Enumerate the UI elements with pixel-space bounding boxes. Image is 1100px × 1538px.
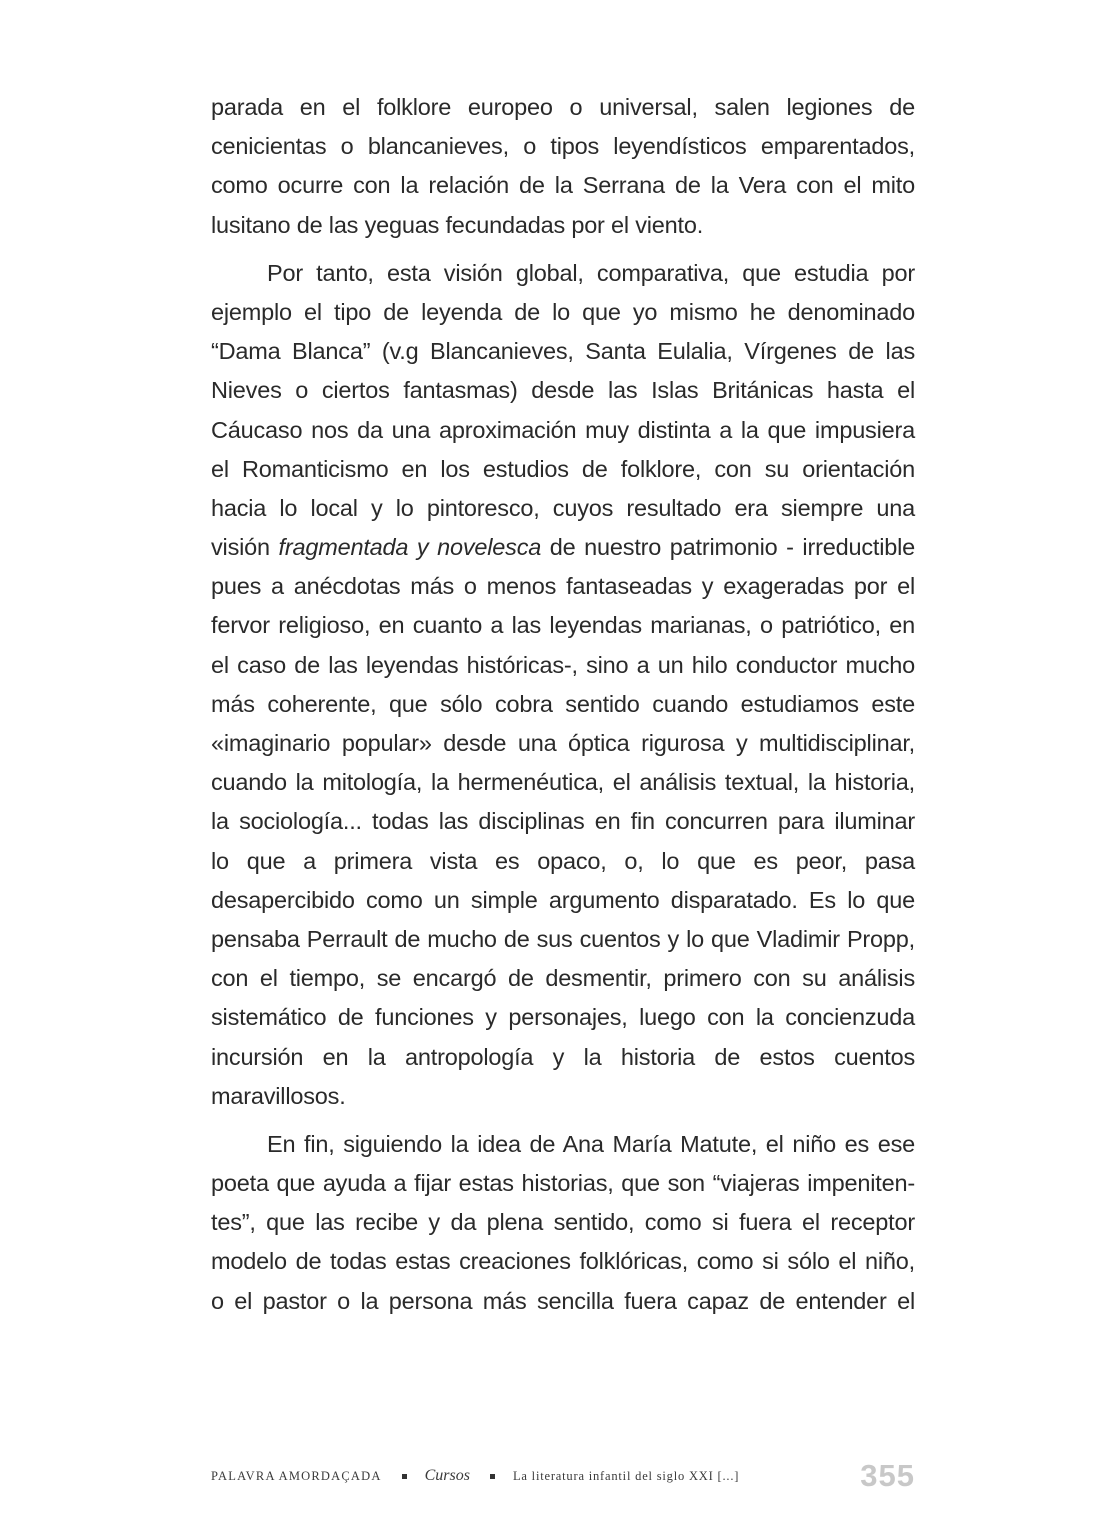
text-line: «imaginario popular» desde una óptica rigurosa y multidisciplinar, [211, 730, 915, 756]
text-line: como ocurre con la relación de la Serrana de la Vera con el mito [211, 172, 915, 199]
text-line: hacia lo local y lo pintoresco, cuyos resultado era siempre una [211, 494, 915, 521]
text-line-with-emphasis [211, 528, 915, 567]
text-line: sistemático de funciones y personajes, luego con la concienzuda [211, 1004, 915, 1031]
text-line: lusitano de las yeguas fecundadas por el viento. [211, 211, 704, 238]
text-line: Nieves o ciertos fantasmas) desde las Islas Británicas hasta el [211, 377, 915, 404]
text-line: cenicientas o blancanieves, o tipos leyendísticos emparentados, [211, 133, 915, 160]
paragraph-1 [211, 88, 915, 245]
text-line: En fin, siguiendo la idea de Ana María Matute, el niño es ese [267, 1130, 915, 1157]
page-number: 355 [860, 1458, 915, 1493]
text-line: más coherente, que sólo cobra sentido cuando estudiamos este [211, 690, 915, 717]
text-line: maravillosos. [211, 1082, 346, 1109]
text-line: el caso de las leyendas históricas-, sino a un hilo conductor mucho [211, 651, 915, 678]
text-line: incursión en la antropología y la historia de estos cuentos [211, 1043, 915, 1070]
text-run: de nuestro patrimonio - irreductible [541, 534, 915, 561]
paragraph-3 [211, 1125, 915, 1321]
journal-title: PALAVRA AMORDAÇADA [211, 1468, 382, 1483]
text-line: modelo de todas estas creaciones folklóricas, como si sólo el niño, [211, 1248, 915, 1275]
article-title: La literatura infantil del siglo XXI [...] [512, 1468, 740, 1483]
text-line: desapercibido como un simple argumento disparatado. Es lo que [211, 886, 915, 913]
text-line: poeta que ayuda a fijar estas historias, que son “viajeras impeniten- [211, 1170, 915, 1197]
text-line: tes”, que las recibe y da plena sentido, como si fuera el receptor [211, 1209, 915, 1236]
text-line: Por tanto, esta visión global, comparativa, que estudia por [267, 259, 915, 286]
text-line: la sociología... todas las disciplinas en fin concurren para iluminar [211, 808, 915, 835]
emphasis-text: fragmentada y novelesca [278, 534, 542, 561]
text-line: pensaba Perrault de mucho de sus cuentos y lo que Vladimir Propp, [211, 925, 915, 952]
bullet-separator [490, 1474, 495, 1479]
text-line: pues a anécdotas más o menos fantaseadas y exageradas por el [211, 573, 915, 600]
text-line: lo que a primera vista es opaco, o, lo que es peor, pasa [211, 847, 915, 874]
text-run: visión [211, 534, 279, 561]
text-line: o el pastor o la persona más sencilla fuera capaz de entender el [211, 1287, 915, 1314]
text-line: ejemplo el tipo de leyenda de lo que yo mismo he denominado [211, 298, 915, 325]
paragraph-2 [211, 254, 915, 1116]
text-line: parada en el folklore europeo o universal, salen legiones de [211, 94, 915, 120]
text-line: con el tiempo, se encargó de desmentir, primero con su análisis [211, 965, 915, 992]
text-line: “Dama Blanca” (v.g Blancanieves, Santa Eulalia, Vírgenes de las [211, 338, 915, 365]
bullet-separator [402, 1474, 407, 1479]
text-line: el Romanticismo en los estudios de folklore, con su orientación [211, 455, 915, 482]
section-title: Cursos [424, 1467, 470, 1484]
text-line: Cáucaso nos da una aproximación muy distinta a la que impusiera [211, 416, 915, 443]
text-line: fervor religioso, en cuanto a las leyendas marianas, o patriótico, en [211, 612, 915, 639]
text-line: cuando la mitología, la hermenéutica, el análisis textual, la historia, [211, 769, 915, 796]
page-body [211, 88, 915, 1321]
running-footer [211, 1456, 915, 1496]
